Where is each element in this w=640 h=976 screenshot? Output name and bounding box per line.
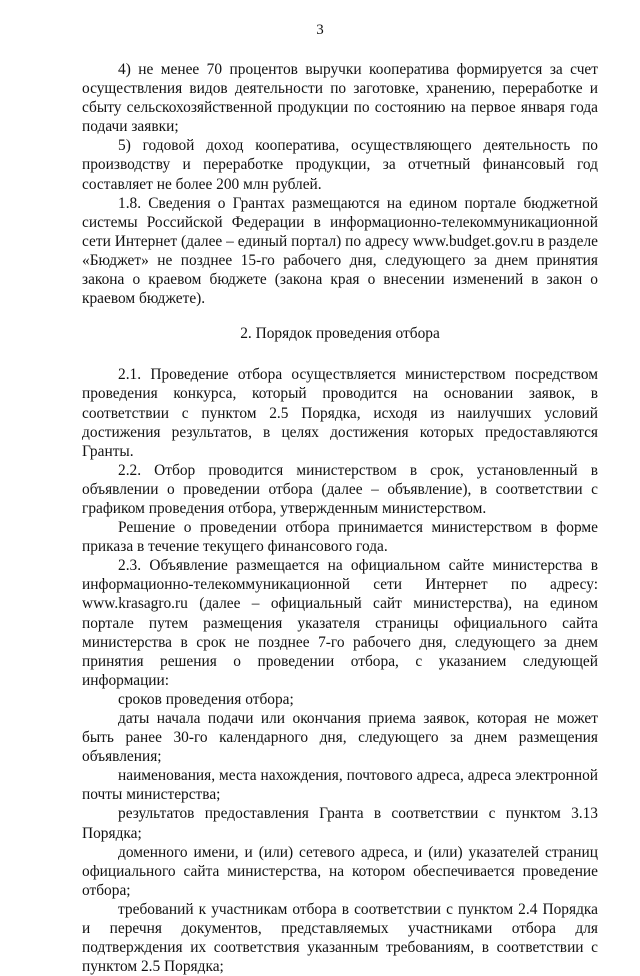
paragraph: сроков проведения отбора; bbox=[118, 690, 294, 708]
paragraph: наименования, места нахождения, почтового адреса, адреса электронной почты министерства; bbox=[82, 767, 598, 804]
paragraph: 2.2. Отбор проводится министерством в срок, установленный в объявлении о проведении отбора (далее – объявление), в соответствии с графиком проведения отбора, утвержденным министерством. bbox=[82, 461, 598, 517]
paragraph: даты начала подачи или окончания приема заявок, которая не может быть ранее 30-го календарного дня, следующего за днем размещения объявления; bbox=[82, 710, 598, 766]
paragraph: доменного имени, и (или) сетевого адреса, и (или) указателей страниц официального сайта министерства, на котором обеспечивается проведение отбора; bbox=[82, 843, 598, 899]
paragraph: Решение о проведении отбора принимается министерством в форме приказа в течение текущего финансового года. bbox=[82, 519, 598, 556]
paragraph: результатов предоставления Гранта в соответствии с пунктом 3.13 Порядка; bbox=[82, 805, 598, 842]
paragraph: 4) не менее 70 процентов выручки кооператива формируется за счет осуществления видов деятельности по заготовке, хранению, переработке и сбыту сельскохозяйственной продукции по состоянию на первое января года подачи заявки; bbox=[82, 61, 598, 136]
document-body bbox=[82, 60, 598, 976]
paragraph: 2.3. Объявление размещается на официальном сайте министерства в информационно-телекоммуникационной сети Интернет по адресу: www.krasagro.ru (далее – официальный сайт министерства), на едином портале путем размещения указателя страницы официального сайта министерства в срок не позднее 7-го рабочего дня, следующего за днем принятия решения о проведении отбора, с указанием следующей информации: bbox=[82, 557, 598, 689]
section-heading: 2. Порядок проведения отбора bbox=[240, 325, 440, 343]
page-number: 3 bbox=[316, 22, 324, 38]
paragraph: 1.8. Сведения о Грантах размещаются на едином портале бюджетной системы Российской Федерации в информационно-телекоммуникационной сети Интернет (далее – единый портал) по адресу www.budget.gov.ru в разделе «Бюджет» не позднее 15-го рабочего дня, следующего за днем принятия закона о краевом бюджете (закона края о внесении изменений в закон о краевом бюджете). bbox=[82, 194, 598, 308]
paragraph: 2.1. Проведение отбора осуществляется министерством посредством проведения конкурса, который проводится на основании заявок, в соответствии с пунктом 2.5 Порядка, исходя из наилучших условий достижения результатов, в целях достижения которых предоставляются Гранты. bbox=[82, 366, 598, 460]
paragraph: требований к участникам отбора в соответствии с пунктом 2.4 Порядка и перечня документов, представляемых участниками отбора для подтверждения их соответствия указанным требованиям, в соответствии с пунктом 2.5 Порядка; bbox=[82, 900, 598, 976]
paragraph: 5) годовой доход кооператива, осуществляющего деятельность по производству и переработке продукции, за отчетный финансовый год составляет не более 200 млн рублей. bbox=[82, 137, 598, 193]
